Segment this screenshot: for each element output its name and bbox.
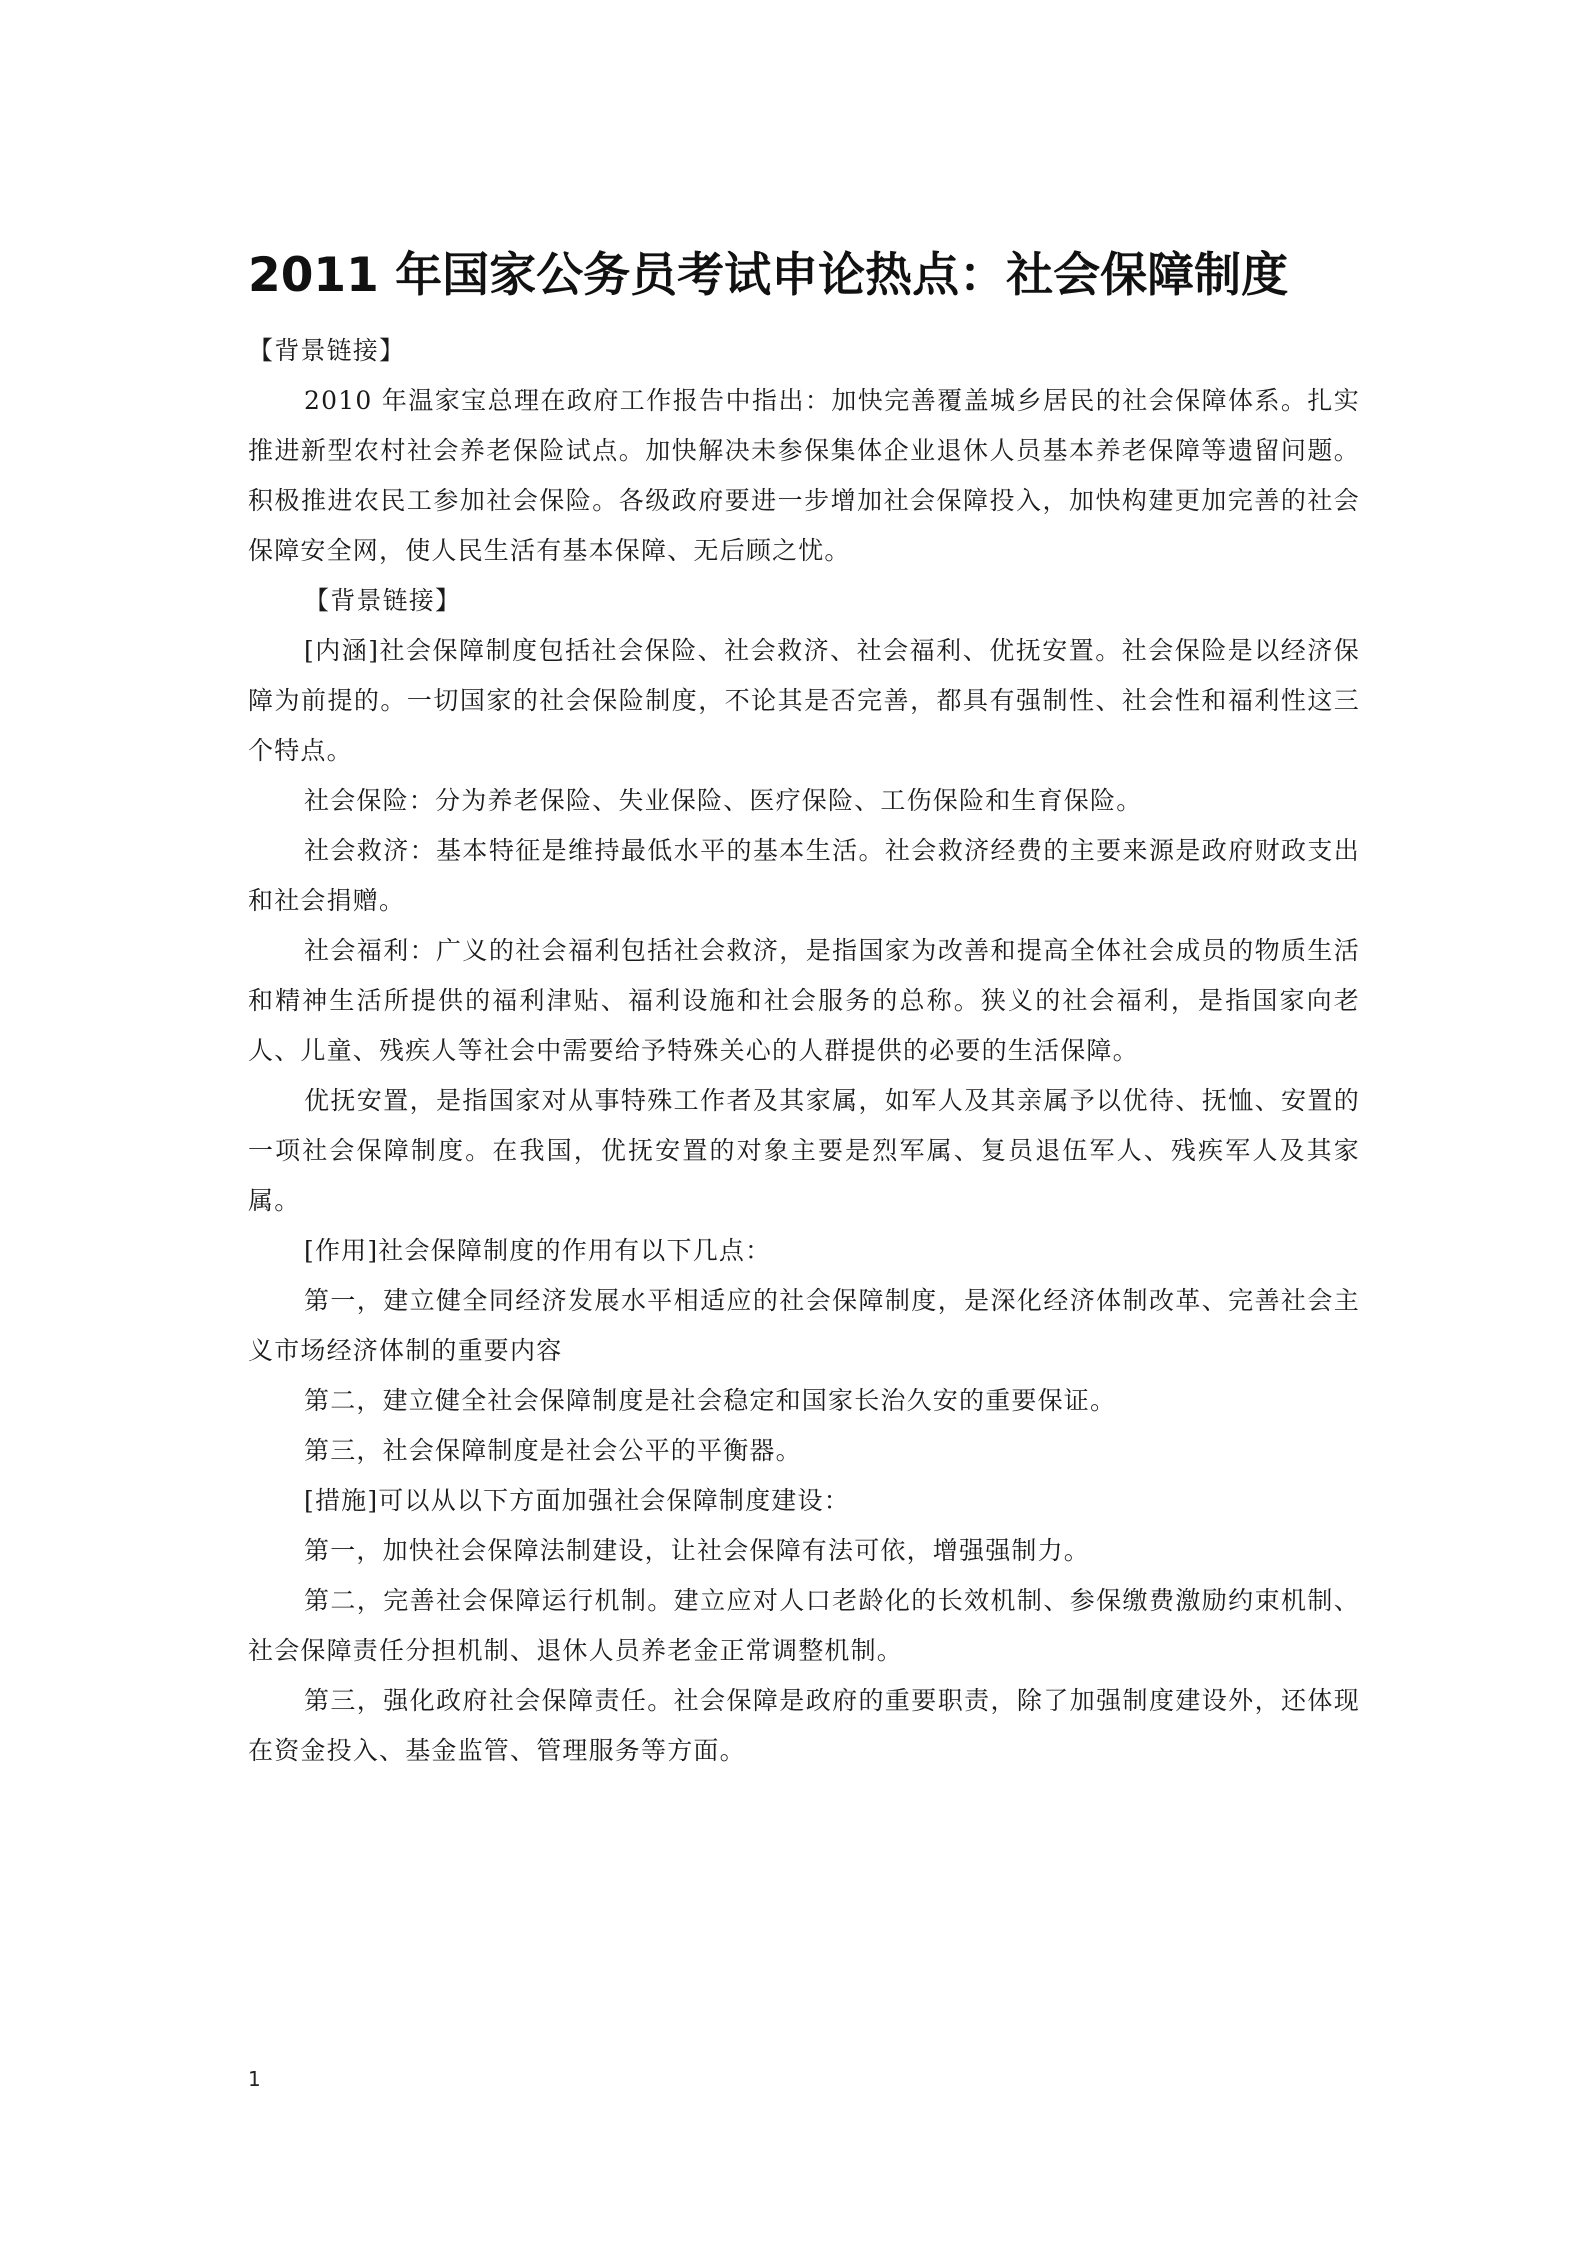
paragraph: 2010 年温家宝总理在政府工作报告中指出：加快完善覆盖城乡居民的社会保障体系。扎实推进新型农村社会养老保险试点。加快解决未参保集体企业退休人员基本养老保障等遗留问题。积极推进农民工参加社会保险。各级政府要进一步增加社会保障投入，加快构建更加完善的社会保障安全网，使人民生活有基本保障、无后顾之忧。 (248, 386, 1360, 565)
paragraph: 优抚安置，是指国家对从事特殊工作者及其家属，如军人及其亲属予以优待、抚恤、安置的一项社会保障制度。在我国，优抚安置的对象主要是烈军属、复员退伍军人、残疾军人及其家属。 (248, 1086, 1360, 1215)
paragraph: [作用]社会保障制度的作用有以下几点： (304, 1236, 772, 1265)
paragraph: 社会福利：广义的社会福利包括社会救济，是指国家为改善和提高全体社会成员的物质生活和精神生活所提供的福利津贴、福利设施和社会服务的总称。狭义的社会福利，是指国家向老人、儿童、残疾人等社会中需要给予特殊关心的人群提供的必要的生活保障。 (248, 936, 1360, 1065)
paragraph: 【背景链接】 (304, 586, 462, 615)
paragraph: 第三，强化政府社会保障责任。社会保障是政府的重要职责，除了加强制度建设外，还体现在资金投入、基金监管、管理服务等方面。 (248, 1686, 1360, 1765)
paragraph: 【背景链接】 (248, 336, 406, 365)
paragraph: 第一，建立健全同经济发展水平相适应的社会保障制度，是深化经济体制改革、完善社会主义市场经济体制的重要内容 (248, 1286, 1360, 1365)
paragraph: 第三，社会保障制度是社会公平的平衡器。 (304, 1436, 802, 1465)
paragraph: [措施]可以从以下方面加强社会保障制度建设： (304, 1486, 850, 1515)
paragraph: 第一，加快社会保障法制建设，让社会保障有法可依，增强强制力。 (304, 1536, 1091, 1565)
paragraph: 社会保险：分为养老保险、失业保险、医疗保险、工伤保险和生育保险。 (304, 786, 1143, 815)
paragraph: 第二，建立健全社会保障制度是社会稳定和国家长治久安的重要保证。 (304, 1386, 1117, 1415)
paragraph: 第二，完善社会保障运行机制。建立应对人口老龄化的长效机制、参保缴费激励约束机制、社会保障责任分担机制、退休人员养老金正常调整机制。 (248, 1586, 1360, 1665)
paragraph: 社会救济：基本特征是维持最低水平的基本生活。社会救济经费的主要来源是政府财政支出和社会捐赠。 (248, 836, 1360, 915)
paragraph: [内涵]社会保障制度包括社会保险、社会救济、社会福利、优抚安置。社会保险是以经济保障为前提的。一切国家的社会保险制度，不论其是否完善，都具有强制性、社会性和福利性这三个特点。 (248, 636, 1360, 765)
page-number: 1 (248, 2067, 261, 2091)
document-body (248, 326, 1360, 1776)
document-title: 2011 年国家公务员考试申论热点：社会保障制度 (248, 248, 1289, 303)
